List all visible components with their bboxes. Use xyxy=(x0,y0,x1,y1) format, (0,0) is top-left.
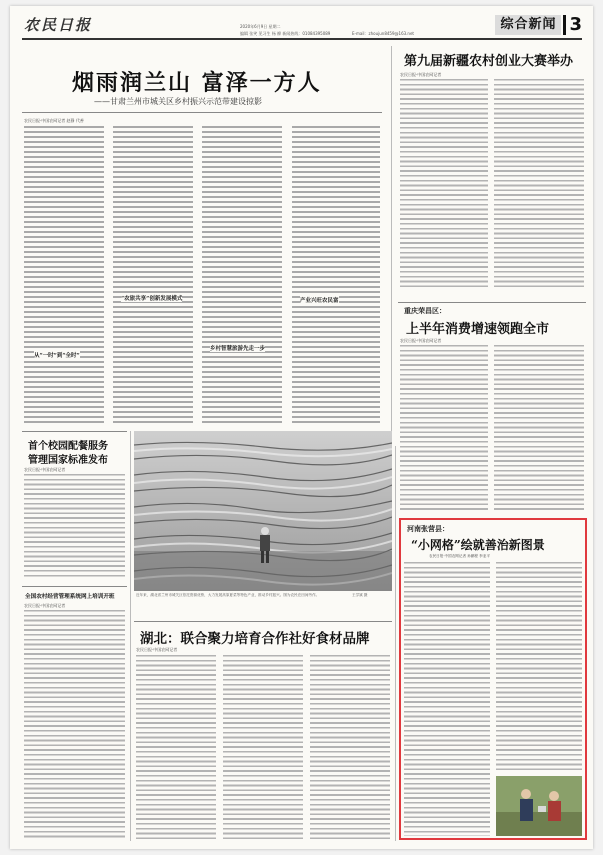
left-title-line2: 管理国家标准发布 xyxy=(28,455,108,466)
field-photo xyxy=(134,431,392,591)
highlight-byline: 农民日报·中国农网记者 孙鹏程 李亚平 xyxy=(429,554,490,558)
highlighted-story xyxy=(399,518,587,840)
subhead: 产业兴旺农民富 xyxy=(300,298,339,304)
inset-photo xyxy=(496,776,582,836)
divider xyxy=(134,621,392,622)
left-story-2 xyxy=(22,586,127,841)
highlight-title: “小网格”绘就善治新图景 xyxy=(411,538,545,552)
text-column xyxy=(113,126,193,426)
lead-subtitle: ——甘肃兰州市城关区乡村振兴示范带建设掠影 xyxy=(94,97,262,106)
paper-name: 农民日报 xyxy=(24,16,93,34)
hubei-byline: 农民日报·中国农网记者 xyxy=(136,647,178,652)
text-column xyxy=(400,345,488,510)
text-column xyxy=(24,126,104,426)
divider xyxy=(398,302,586,303)
lead-story xyxy=(22,46,382,426)
masthead xyxy=(22,12,582,40)
text-column xyxy=(223,655,303,841)
column-divider xyxy=(391,46,392,446)
photo-caption: 近年来，湖北省兰州市城关区依托资源优势，大力发展高原夏菜等特色产业，推动乡村振兴。图为农民在田间劳作。 xyxy=(136,593,320,597)
divider xyxy=(22,586,127,587)
right-top-byline: 农民日报·中国农网记者 xyxy=(400,72,442,77)
newspaper-page xyxy=(10,6,593,849)
text-column xyxy=(400,79,488,289)
lead-title: 烟雨润兰山 富泽一方人 xyxy=(72,70,322,96)
text-column xyxy=(292,126,380,426)
hubei-title: 湖北：联合聚力培育合作社好食材品牌 xyxy=(140,631,370,647)
consumption-kicker: 重庆荣昌区： xyxy=(404,306,446,315)
text-column xyxy=(496,562,582,772)
left-byline: 农民日报·中国农网记者 xyxy=(24,467,66,472)
consumption-story xyxy=(398,302,586,514)
text-column xyxy=(310,655,390,841)
divider xyxy=(22,112,382,113)
photo-block xyxy=(134,431,392,616)
subhead: “农旅共享”创新发展模式 xyxy=(121,296,183,302)
text-column xyxy=(24,474,125,579)
left2-byline: 农民日报·中国农网记者 xyxy=(24,603,66,608)
email-line: E-mail：zhoujun8459@163.net xyxy=(352,31,414,36)
section-name: 综合新闻 xyxy=(495,15,561,35)
divider xyxy=(22,431,127,432)
right-top-story xyxy=(398,46,586,296)
text-column xyxy=(202,126,282,426)
subhead: 从“一时”到“全时” xyxy=(34,353,80,359)
left2-title: 全国农村经营管理系统网上培训开班 xyxy=(25,594,115,600)
editor-line: 编辑 张笑 见习生 杨 柳 新闻热线：01084395089 xyxy=(240,31,331,36)
consumption-title: 上半年消费增速领跑全市 xyxy=(406,322,550,337)
left-title-line1: 首个校园配餐服务 xyxy=(28,441,108,452)
subhead: 乡村智慧旅游先走一步 xyxy=(210,346,266,352)
lead-byline: 农民日报·中国农网记者 赵静 代善 xyxy=(24,118,84,123)
highlight-kicker: 河南张营县： xyxy=(407,524,449,533)
consumption-byline: 农民日报·中国农网记者 xyxy=(400,338,442,343)
right-top-title: 第九届新疆农村创业大赛举办 xyxy=(404,54,574,69)
column-divider xyxy=(395,446,396,841)
text-column xyxy=(494,345,584,510)
left-story xyxy=(22,431,127,581)
date-line: 2020年6月9日 星期二 xyxy=(240,24,281,29)
section-header xyxy=(495,14,582,36)
page-number: 3 xyxy=(563,15,582,35)
text-column xyxy=(136,655,216,841)
column-divider xyxy=(130,431,131,841)
hubei-story xyxy=(134,621,392,843)
text-column xyxy=(24,610,125,838)
text-column xyxy=(404,562,490,836)
photo-credit: 王学斌 摄 xyxy=(352,593,368,597)
text-column xyxy=(494,79,584,289)
